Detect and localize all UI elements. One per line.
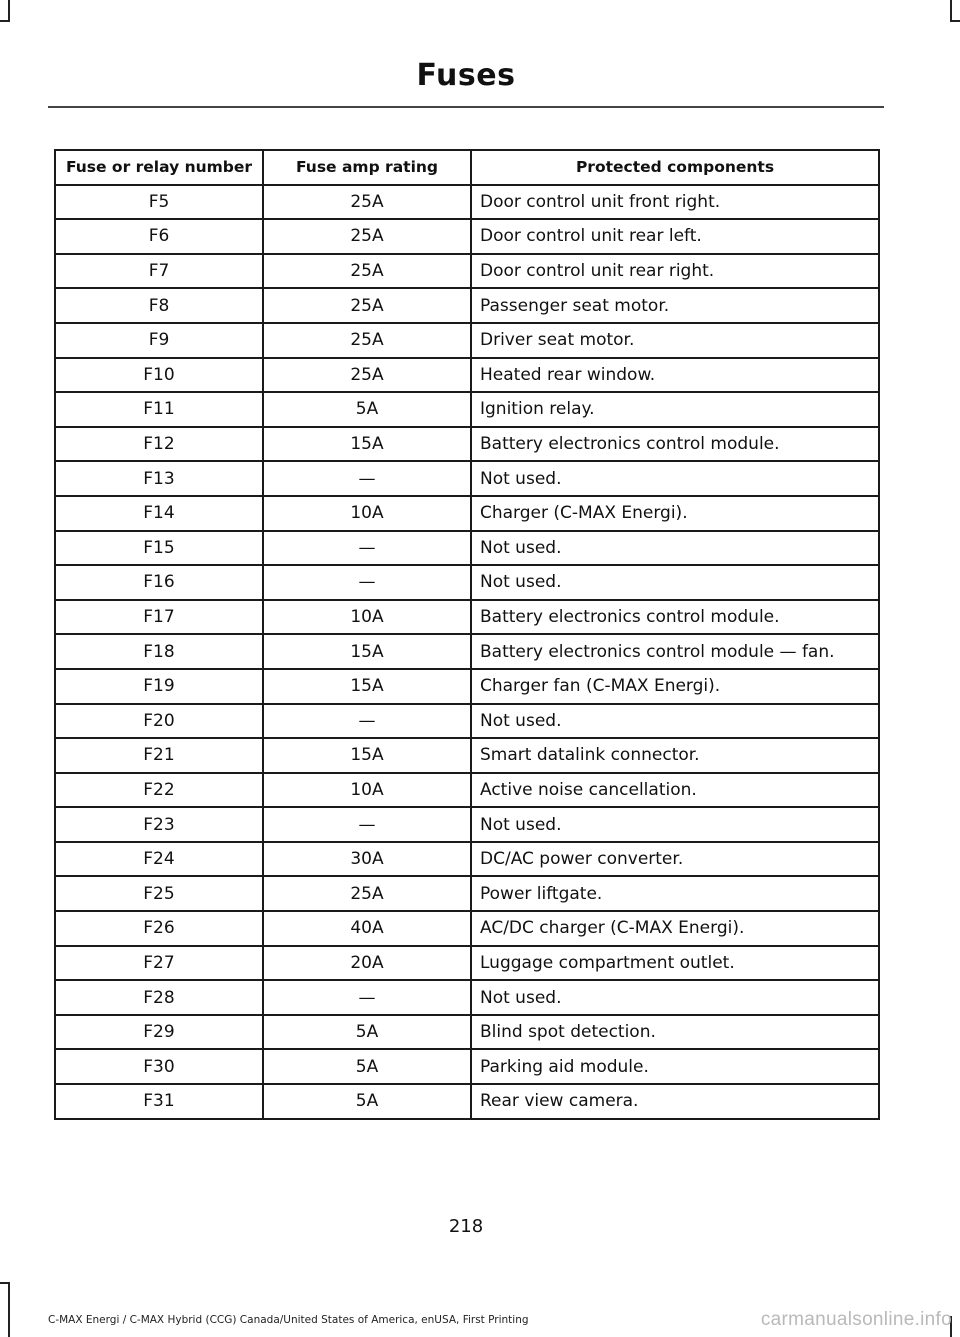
- protected-component-cell: AC/DC charger (C-MAX Energi).: [471, 911, 879, 946]
- protected-component-cell: Door control unit front right.: [471, 185, 879, 220]
- protected-component-cell: Smart datalink connector.: [471, 738, 879, 773]
- fuse-number-cell: F6: [55, 219, 263, 254]
- table-row: [55, 565, 879, 600]
- amp-rating-cell: 30A: [263, 842, 471, 877]
- amp-rating-cell: —: [263, 531, 471, 566]
- fuse-table: [54, 149, 880, 1120]
- amp-rating-cell: 5A: [263, 392, 471, 427]
- table-row: [55, 219, 879, 254]
- table-row: [55, 634, 879, 669]
- table-row: [55, 254, 879, 289]
- amp-rating-cell: 20A: [263, 946, 471, 981]
- column-header-fuse-number: Fuse or relay number: [55, 150, 263, 185]
- fuse-number-cell: F26: [55, 911, 263, 946]
- amp-rating-cell: 15A: [263, 738, 471, 773]
- table-row: [55, 427, 879, 462]
- table-row: [55, 185, 879, 220]
- fuse-number-cell: F9: [55, 323, 263, 358]
- fuse-number-cell: F28: [55, 980, 263, 1015]
- amp-rating-cell: 10A: [263, 600, 471, 635]
- protected-component-cell: DC/AC power converter.: [471, 842, 879, 877]
- protected-component-cell: Active noise cancellation.: [471, 773, 879, 808]
- amp-rating-cell: —: [263, 704, 471, 739]
- protected-component-cell: Heated rear window.: [471, 358, 879, 393]
- protected-component-cell: Luggage compartment outlet.: [471, 946, 879, 981]
- fuse-number-cell: F30: [55, 1049, 263, 1084]
- edition-footer: C-MAX Energi / C-MAX Hybrid (CCG) Canada/United States of America, enUSA, First Printing: [48, 1314, 529, 1326]
- fuse-number-cell: F20: [55, 704, 263, 739]
- fuse-number-cell: F11: [55, 392, 263, 427]
- crop-mark-bottom-left-v: [8, 1282, 10, 1337]
- amp-rating-cell: —: [263, 980, 471, 1015]
- protected-component-cell: Not used.: [471, 807, 879, 842]
- protected-component-cell: Not used.: [471, 531, 879, 566]
- fuse-number-cell: F24: [55, 842, 263, 877]
- crop-mark-bottom-left-h: [0, 1282, 10, 1284]
- amp-rating-cell: —: [263, 565, 471, 600]
- fuse-number-cell: F7: [55, 254, 263, 289]
- table-row: [55, 773, 879, 808]
- fuse-number-cell: F31: [55, 1084, 263, 1119]
- amp-rating-cell: 15A: [263, 634, 471, 669]
- protected-component-cell: Rear view camera.: [471, 1084, 879, 1119]
- protected-component-cell: Not used.: [471, 565, 879, 600]
- crop-mark-top-left-v: [8, 0, 10, 20]
- amp-rating-cell: 10A: [263, 496, 471, 531]
- page-number: 218: [448, 1216, 484, 1237]
- protected-component-cell: Parking aid module.: [471, 1049, 879, 1084]
- protected-component-cell: Passenger seat motor.: [471, 288, 879, 323]
- crop-mark-top-left-h: [0, 20, 10, 22]
- table-row: [55, 1049, 879, 1084]
- fuse-number-cell: F22: [55, 773, 263, 808]
- watermark: carmanualsonline.info: [760, 1309, 952, 1330]
- protected-component-cell: Door control unit rear left.: [471, 219, 879, 254]
- protected-component-cell: Ignition relay.: [471, 392, 879, 427]
- fuse-number-cell: F25: [55, 876, 263, 911]
- table-header-row: [55, 150, 879, 185]
- fuse-number-cell: F12: [55, 427, 263, 462]
- protected-component-cell: Not used.: [471, 461, 879, 496]
- table-row: [55, 911, 879, 946]
- fuse-number-cell: F23: [55, 807, 263, 842]
- amp-rating-cell: 25A: [263, 288, 471, 323]
- fuse-number-cell: F14: [55, 496, 263, 531]
- fuse-number-cell: F18: [55, 634, 263, 669]
- amp-rating-cell: 25A: [263, 219, 471, 254]
- amp-rating-cell: 40A: [263, 911, 471, 946]
- amp-rating-cell: 5A: [263, 1015, 471, 1050]
- amp-rating-cell: 25A: [263, 358, 471, 393]
- protected-component-cell: Battery electronics control module.: [471, 600, 879, 635]
- table-row: [55, 946, 879, 981]
- protected-component-cell: Battery electronics control module.: [471, 427, 879, 462]
- protected-component-cell: Blind spot detection.: [471, 1015, 879, 1050]
- fuse-number-cell: F17: [55, 600, 263, 635]
- amp-rating-cell: 15A: [263, 427, 471, 462]
- amp-rating-cell: 15A: [263, 669, 471, 704]
- crop-mark-top-right-h: [950, 20, 960, 22]
- table-row: [55, 392, 879, 427]
- table-row: [55, 288, 879, 323]
- amp-rating-cell: —: [263, 461, 471, 496]
- fuse-number-cell: F8: [55, 288, 263, 323]
- fuse-number-cell: F5: [55, 185, 263, 220]
- fuse-number-cell: F29: [55, 1015, 263, 1050]
- protected-component-cell: Driver seat motor.: [471, 323, 879, 358]
- table-row: [55, 600, 879, 635]
- fuse-number-cell: F15: [55, 531, 263, 566]
- fuse-number-cell: F19: [55, 669, 263, 704]
- table-row: [55, 496, 879, 531]
- amp-rating-cell: 25A: [263, 185, 471, 220]
- header-rule: [48, 106, 884, 108]
- table-row: [55, 358, 879, 393]
- table-row: [55, 461, 879, 496]
- table-row: [55, 1084, 879, 1119]
- protected-component-cell: Battery electronics control module — fan.: [471, 634, 879, 669]
- protected-component-cell: Door control unit rear right.: [471, 254, 879, 289]
- amp-rating-cell: 5A: [263, 1049, 471, 1084]
- fuse-number-cell: F13: [55, 461, 263, 496]
- protected-component-cell: Not used.: [471, 980, 879, 1015]
- protected-component-cell: Charger fan (C-MAX Energi).: [471, 669, 879, 704]
- fuse-number-cell: F27: [55, 946, 263, 981]
- table-row: [55, 876, 879, 911]
- amp-rating-cell: 25A: [263, 254, 471, 289]
- table-row: [55, 323, 879, 358]
- protected-component-cell: Power liftgate.: [471, 876, 879, 911]
- column-header-protected-components: Protected components: [471, 150, 879, 185]
- table-row: [55, 1015, 879, 1050]
- table-row: [55, 531, 879, 566]
- fuse-number-cell: F10: [55, 358, 263, 393]
- table-row: [55, 738, 879, 773]
- protected-component-cell: Not used.: [471, 704, 879, 739]
- table-body: [55, 185, 879, 1119]
- fuse-number-cell: F21: [55, 738, 263, 773]
- amp-rating-cell: 5A: [263, 1084, 471, 1119]
- amp-rating-cell: 25A: [263, 323, 471, 358]
- table-row: [55, 669, 879, 704]
- table-row: [55, 842, 879, 877]
- table-row: [55, 807, 879, 842]
- page-title: Fuses: [416, 58, 516, 93]
- fuse-number-cell: F16: [55, 565, 263, 600]
- crop-mark-top-right-v: [950, 0, 952, 20]
- amp-rating-cell: 25A: [263, 876, 471, 911]
- amp-rating-cell: —: [263, 807, 471, 842]
- amp-rating-cell: 10A: [263, 773, 471, 808]
- protected-component-cell: Charger (C-MAX Energi).: [471, 496, 879, 531]
- column-header-amp-rating: Fuse amp rating: [263, 150, 471, 185]
- table-row: [55, 704, 879, 739]
- table-row: [55, 980, 879, 1015]
